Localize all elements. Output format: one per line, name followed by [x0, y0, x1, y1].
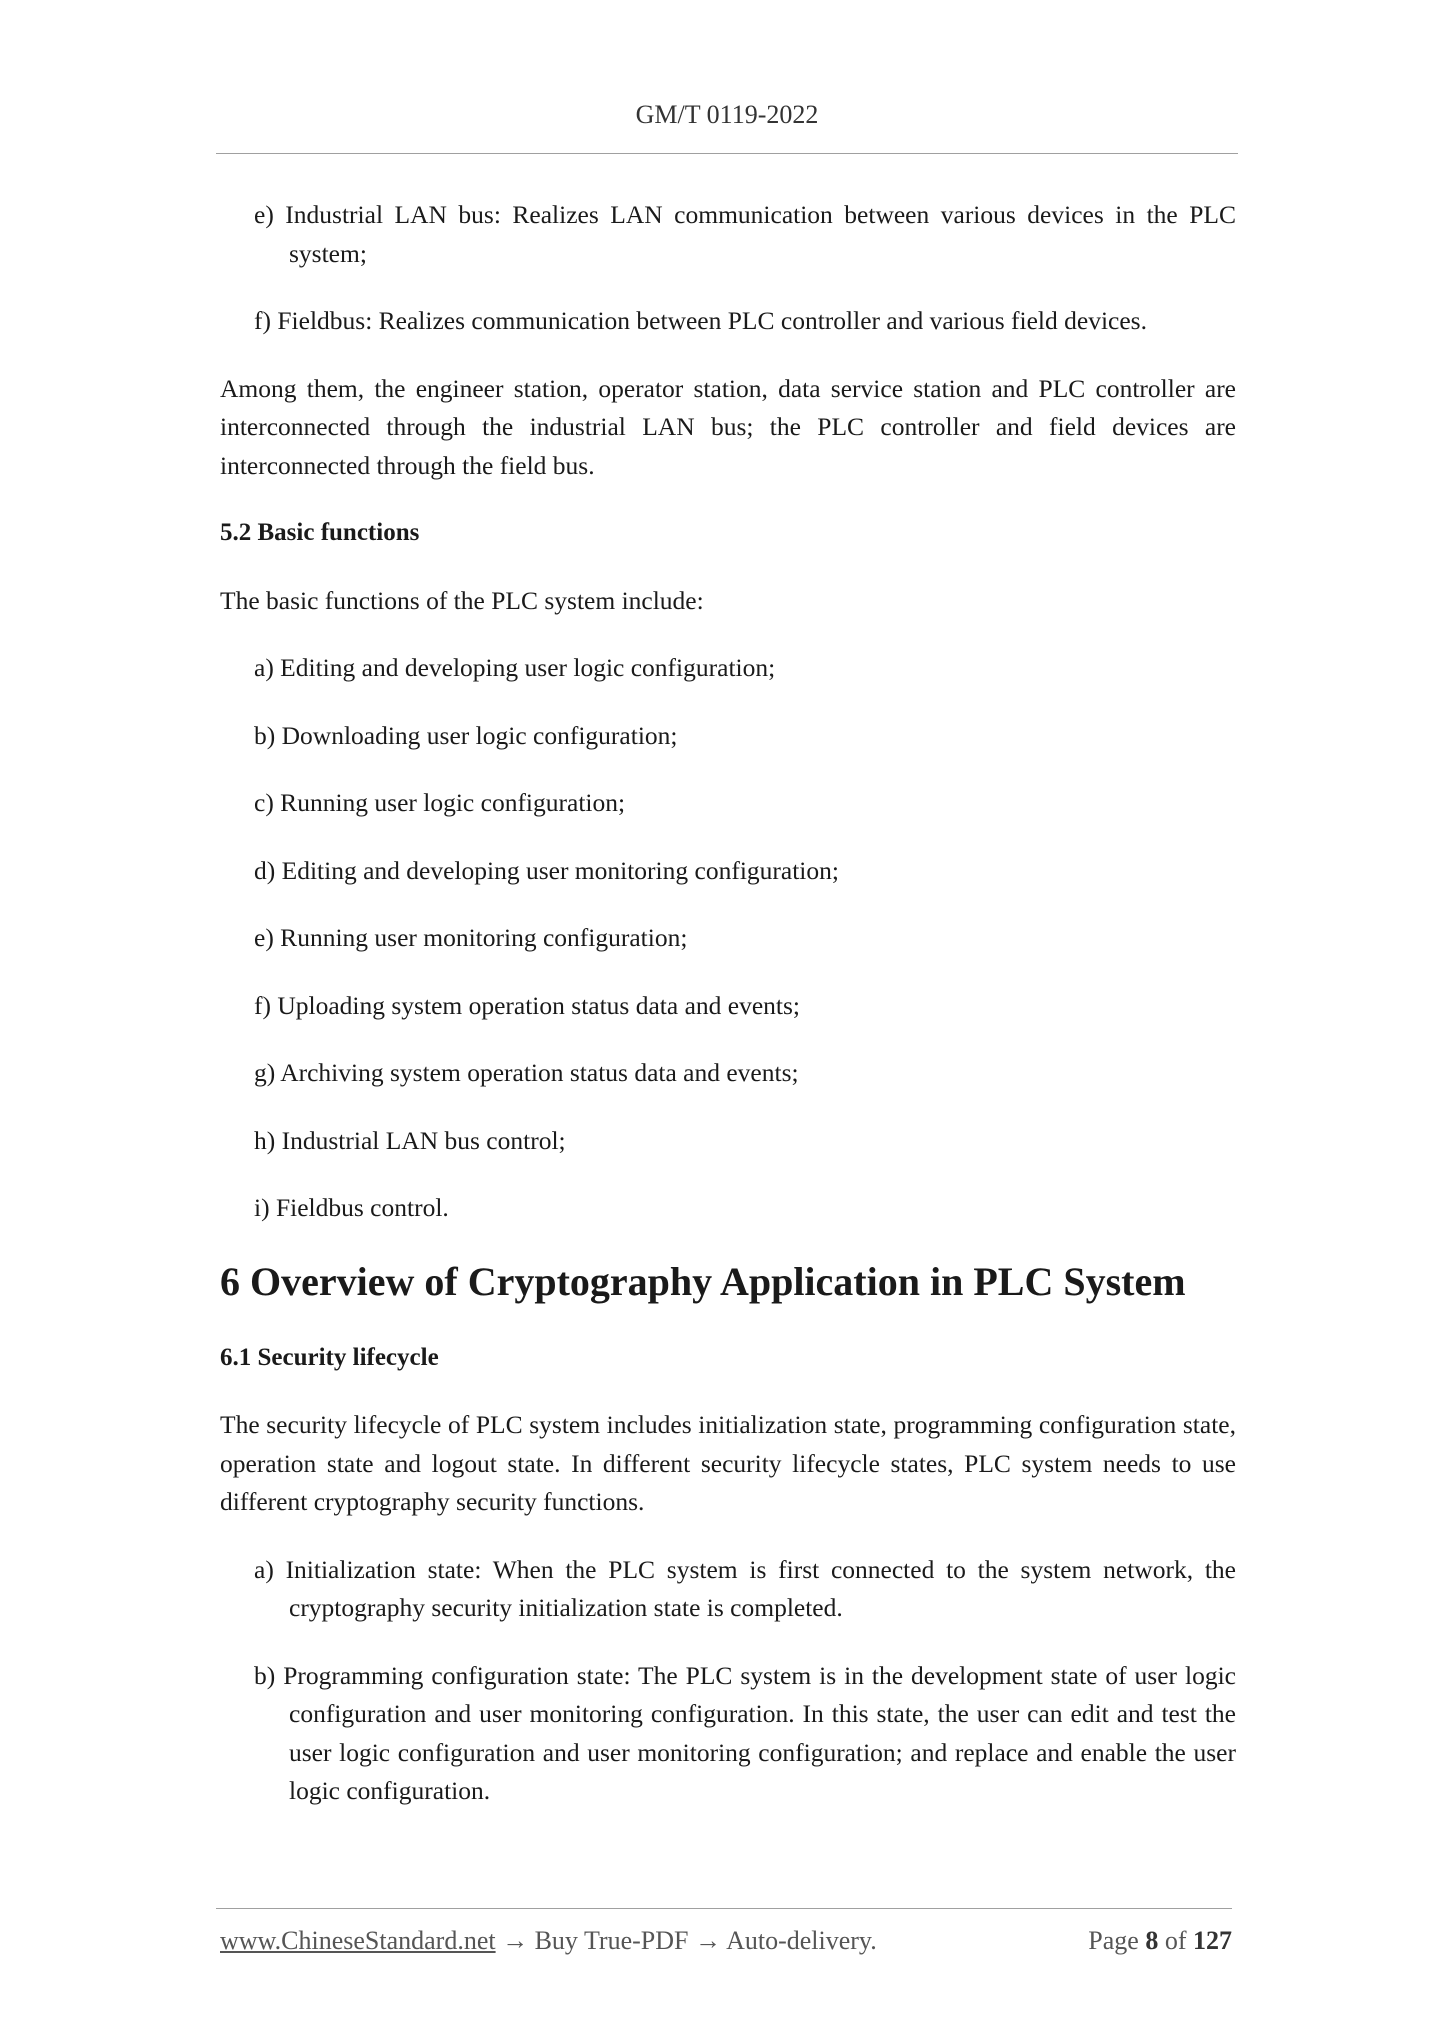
footer-divider	[216, 1908, 1232, 1909]
function-item-f: f) Uploading system operation status data and events;	[254, 990, 800, 1020]
function-item-a: a) Editing and developing user logic configuration;	[254, 653, 776, 682]
function-item-c: c) Running user logic configuration;	[254, 788, 626, 817]
function-item-e: e) Running user monitoring configuration;	[254, 923, 688, 952]
page-content	[220, 196, 1236, 1840]
function-item-d: d) Editing and developing user monitoring configuration;	[254, 855, 839, 885]
list-item-industrial-lan: e) Industrial LAN bus: Realizes LAN communication between various devices in the PLC system;	[254, 200, 1236, 268]
list-item-fieldbus: f) Fieldbus: Realizes communication between PLC controller and various field devices.	[254, 306, 1147, 335]
website-link[interactable]: www.ChineseStandard.net	[220, 1926, 496, 1955]
paragraph-basic-functions: The basic functions of the PLC system include:	[220, 585, 704, 615]
list-item-programming-state: b) Programming configuration state: The PLC system is in the development state of user logic configuration and user monitoring configuration. In this state, the user can edit and test the user logic configuration and user monitoring configuration; and replace and enable the user logic configuration.	[254, 1660, 1236, 1805]
chapter-heading-6: 6 Overview of Cryptography Application in PLC System	[220, 1258, 1186, 1304]
arrow-right-icon: →	[502, 1926, 529, 1955]
header-divider	[216, 153, 1238, 154]
document-id-header: GM/T 0119-2022	[635, 100, 819, 129]
function-item-b: b) Downloading user logic configuration;	[254, 720, 678, 750]
arrow-right-icon: →	[695, 1926, 721, 1955]
auto-delivery-text: Auto-delivery.	[726, 1926, 877, 1955]
section-heading-5-2: 5.2 Basic functions	[220, 519, 420, 546]
section-heading-6-1: 6.1 Security lifecycle	[220, 1343, 439, 1371]
function-item-i: i) Fieldbus control.	[254, 1193, 449, 1222]
page-indicator	[1088, 1926, 1232, 1956]
page-footer	[220, 1926, 1232, 1956]
function-item-h: h) Industrial LAN bus control;	[254, 1125, 566, 1155]
function-item-g: g) Archiving system operation status data and events;	[254, 1058, 799, 1087]
page-total: 127	[1193, 1926, 1232, 1955]
list-item-initialization-state: a) Initialization state: When the PLC system is first connected to the system network, the cryptography security initialization state is completed.	[254, 1554, 1236, 1622]
paragraph-security-lifecycle: The security lifecycle of PLC system includes initialization state, programming configuration state, operation state and logout state. In different security lifecycle states, PLC system needs to use different cryptography security functions.	[220, 1410, 1236, 1516]
page-number: 8	[1145, 1926, 1159, 1955]
page-label: Page	[1088, 1926, 1139, 1955]
of-label: of	[1164, 1926, 1187, 1955]
paragraph-interconnection: Among them, the engineer station, operator station, data service station and PLC controller are interconnected through the industrial LAN bus; the PLC controller and field devices are interconnected through the field bus.	[220, 373, 1236, 480]
buy-pdf-text: Buy True-PDF	[534, 1926, 689, 1955]
